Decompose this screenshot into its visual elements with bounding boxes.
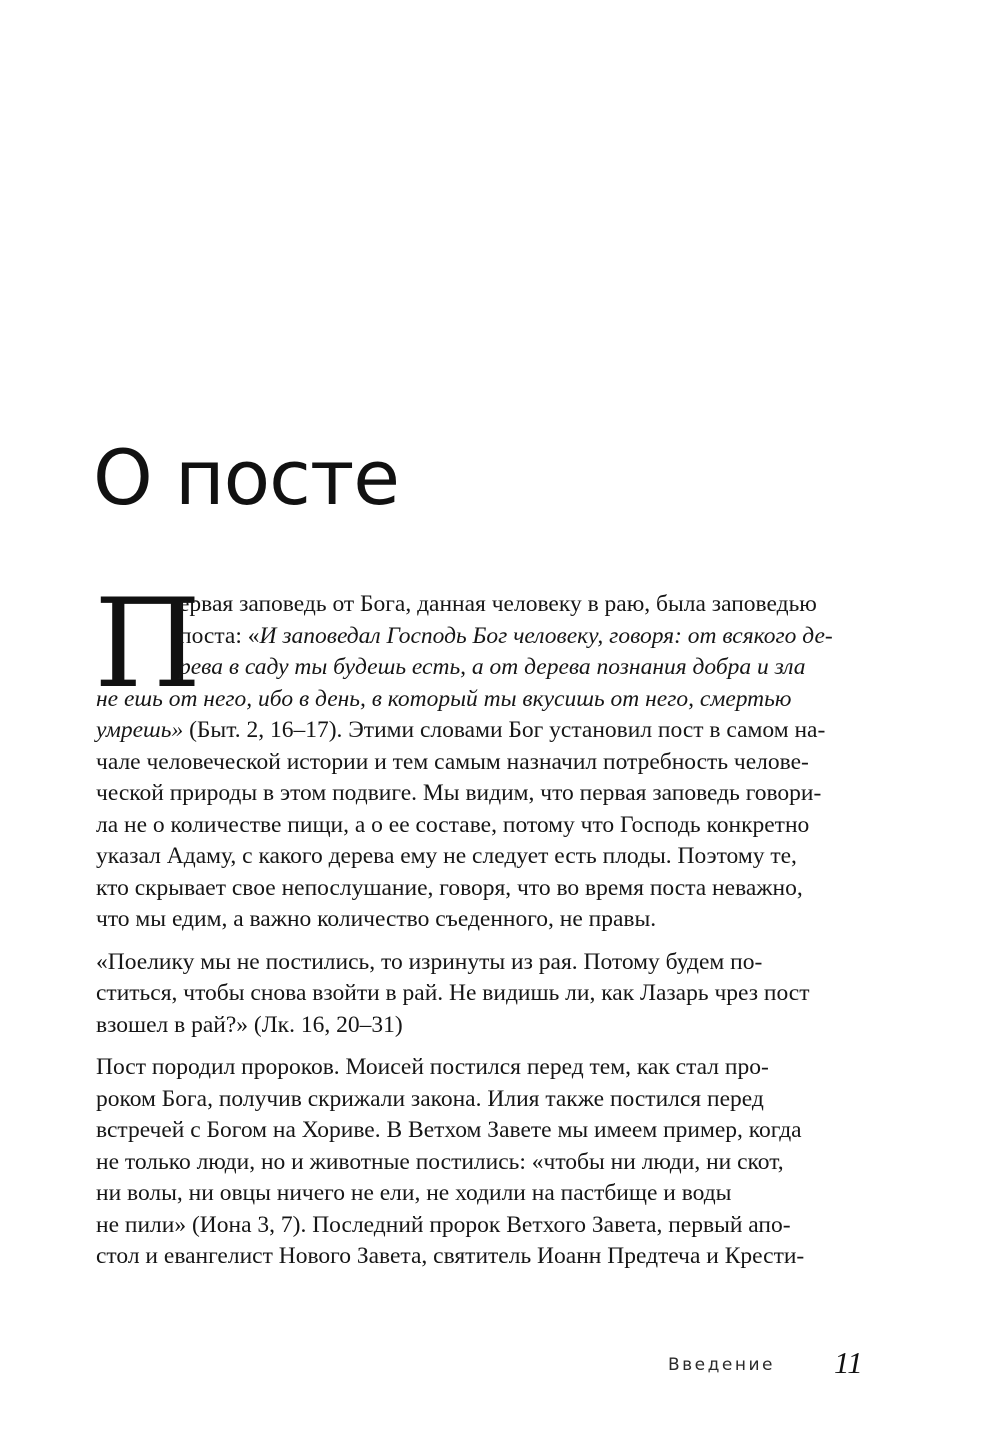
paragraph-3-line-4: не только люди, но и животные постились: «чтобы ни люди, ни скот,: [96, 1149, 784, 1175]
paragraph-1-line-10: кто скрывает свое непослушание, говоря, что во время поста неважно,: [96, 875, 803, 901]
paragraph-2-line-2: ститься, чтобы снова взойти в рай. Не видишь ли, как Лазарь чрез пост: [96, 980, 810, 1006]
paragraph-1-line-7: ческой природы в этом подвиге. Мы видим, что первая заповедь говори-: [96, 780, 822, 806]
paragraph-3-line-7: стол и евангелист Нового Завета, святитель Иоанн Предтеча и Крести-: [96, 1243, 805, 1269]
paragraph-1-line-1: ервая заповедь от Бога, данная человеку в раю, была заповедью: [179, 591, 817, 617]
paragraph-2-line-3: взошел в рай?» (Лк. 16, 20–31): [96, 1012, 403, 1038]
paragraph-3-line-2: роком Бога, получив скрижали закона. Илия также постился перед: [96, 1086, 764, 1112]
paragraph-1-line-4: не ешь от него, ибо в день, в который ты вкусишь от него, смертью: [96, 686, 792, 712]
paragraph-2-line-1: «Поелику мы не постились, то изринуты из рая. Потому будем по-: [96, 949, 763, 975]
page-number: 11: [834, 1345, 863, 1380]
paragraph-3-line-6: не пили» (Иона 3, 7). Последний пророк Ветхого Завета, первый апо-: [96, 1212, 791, 1238]
chapter-title: О посте: [93, 433, 399, 522]
paragraph-1-line-2: поста: «И заповедал Господь Бог человеку, говоря: от всякого де-: [179, 623, 833, 649]
paragraph-3-line-3: встречей с Богом на Хориве. В Ветхом Завете мы имеем пример, когда: [96, 1117, 802, 1143]
paragraph-1-line-6: чале человеческой истории и тем самым назначил потребность челове-: [96, 749, 809, 775]
paragraph-3-line-5: ни волы, ни овцы ничего не ели, не ходили на пастбище и воды: [96, 1180, 732, 1206]
paragraph-1-line-11: что мы едим, а важно количество съеденного, не правы.: [96, 906, 657, 932]
paragraph-1-line-5: умрешь» (Быт. 2, 16–17). Этими словами Бог установил пост в самом на-: [96, 717, 826, 743]
paragraph-1-line-9: указал Адаму, с какого дерева ему не следует есть плоды. Поэтому те,: [96, 843, 797, 869]
drop-cap: П: [94, 573, 202, 716]
paragraph-1-line-3: рева в саду ты будешь есть, а от дерева познания добра и зла: [179, 654, 806, 680]
running-footer-section: Введение: [668, 1355, 775, 1375]
paragraph-3-line-1: Пост породил пророков. Моисей постился перед тем, как стал про-: [96, 1054, 769, 1080]
paragraph-1-line-8: ла не о количестве пищи, а о ее составе, потому что Господь конкретно: [96, 812, 810, 838]
